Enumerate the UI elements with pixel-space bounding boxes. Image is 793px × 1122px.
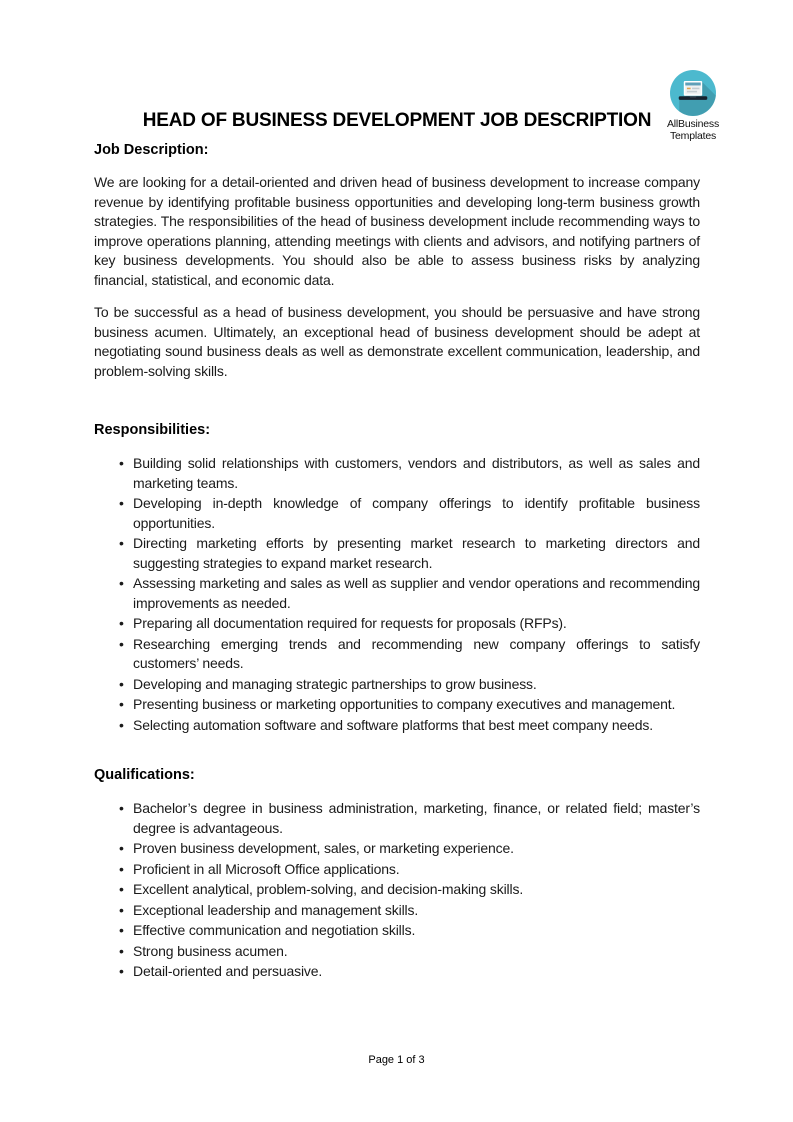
bullet-icon: [119, 675, 124, 695]
responsibilities-heading: Responsibilities:: [94, 422, 211, 438]
list-item-text: Preparing all documentation required for requests for proposals (RFPs).: [133, 615, 567, 631]
logo-text-line1: AllBusiness: [666, 118, 720, 130]
list-item-text: Presenting business or marketing opportunities to company executives and management.: [133, 696, 676, 712]
bullet-icon: [119, 695, 124, 715]
list-item-text: Selecting automation software and software platforms that best meet company needs.: [133, 716, 653, 733]
qualifications-heading: Qualifications:: [94, 767, 195, 783]
list-item-text: Developing and managing strategic partnerships to grow business.: [133, 675, 537, 692]
list-item-text: Bachelor’s degree in business administration, marketing, finance, or related field; master’s degree is advantageous.: [133, 800, 700, 836]
bullet-icon: [119, 534, 124, 554]
bullet-icon: [119, 494, 124, 514]
list-item-text: Exceptional leadership and management skills.: [133, 901, 419, 918]
list-item-text: Effective communication and negotiation skills.: [133, 922, 416, 938]
list-item: [94, 574, 700, 613]
list-item-text: Strong business acumen.: [133, 942, 288, 959]
list-item: [94, 901, 700, 921]
list-item: [94, 839, 700, 859]
job-description-paragraph-2: To be successful as a head of business development, you should be persuasive and have strong business acumen. Ultimately, an exceptional head of business development should be adept at negotiating sound business deals as well as demonstrate excellent communication, leadership, and problem-solving skills.: [94, 304, 700, 379]
bullet-icon: [119, 942, 124, 962]
list-item-text: Excellent analytical, problem-solving, and decision-making skills.: [133, 881, 524, 897]
list-item: [94, 716, 700, 736]
bullet-icon: [119, 614, 124, 634]
logo-text-line2: Templates: [669, 130, 717, 142]
list-item: [94, 921, 700, 941]
page-number: Page 1 of 3: [368, 1054, 425, 1066]
list-item-text: Building solid relationships with customers, vendors and distributors, as well as sales and marketing teams.: [133, 455, 700, 491]
list-item: [94, 942, 700, 962]
list-item: [94, 635, 700, 674]
list-item-text: Detail-oriented and persuasive.: [133, 963, 323, 979]
list-item-text: Assessing marketing and sales as well as supplier and vendor operations and recommending improvements as needed.: [133, 575, 700, 611]
bullet-icon: [119, 454, 124, 474]
list-item-text: Developing in-depth knowledge of company offerings to identify profitable business opportunities.: [133, 495, 700, 531]
bullet-icon: [119, 574, 124, 594]
bullet-icon: [119, 901, 124, 921]
list-item-text: Proficient in all Microsoft Office applications.: [133, 860, 400, 877]
list-item: [94, 962, 700, 982]
bullet-icon: [119, 716, 124, 736]
list-item: [94, 695, 700, 715]
list-item: [94, 880, 700, 900]
bullet-icon: [119, 860, 124, 880]
job-description-paragraph-1: We are looking for a detail-oriented and driven head of business development to increase company revenue by identifying profitable business opportunities and developing long-term business growth strategies. The responsibilities of the head of business development include recommending ways to improve operations planning, attending meetings with clients and advisors, and notifying partners of key business developments. You should also be able to assess business risks by analyzing financial, statistical, and economic data.: [94, 174, 700, 288]
page-title: HEAD OF BUSINESS DEVELOPMENT JOB DESCRIPTION: [142, 110, 652, 131]
list-item-text: Proven business development, sales, or marketing experience.: [133, 840, 514, 856]
bullet-icon: [119, 962, 124, 982]
list-item: [94, 799, 700, 838]
list-item-text: Researching emerging trends and recommending new company offerings to satisfy customers’ needs.: [133, 635, 700, 671]
list-item: [94, 534, 700, 573]
list-item-text: Directing marketing efforts by presenting market research to marketing directors and suggesting strategies to expand market research.: [133, 535, 700, 571]
list-item: [94, 860, 700, 880]
responsibilities-list: [94, 454, 700, 735]
bullet-icon: [119, 839, 124, 859]
list-item: [94, 454, 700, 493]
bullet-icon: [119, 921, 124, 941]
list-item: [94, 614, 700, 634]
document-body: [94, 0, 700, 983]
bullet-icon: [119, 880, 124, 900]
bullet-icon: [119, 799, 124, 819]
list-item: [94, 494, 700, 533]
bullet-icon: [119, 635, 124, 655]
qualifications-list: [94, 799, 700, 982]
job-description-heading: Job Description:: [94, 142, 209, 158]
list-item: [94, 675, 700, 695]
